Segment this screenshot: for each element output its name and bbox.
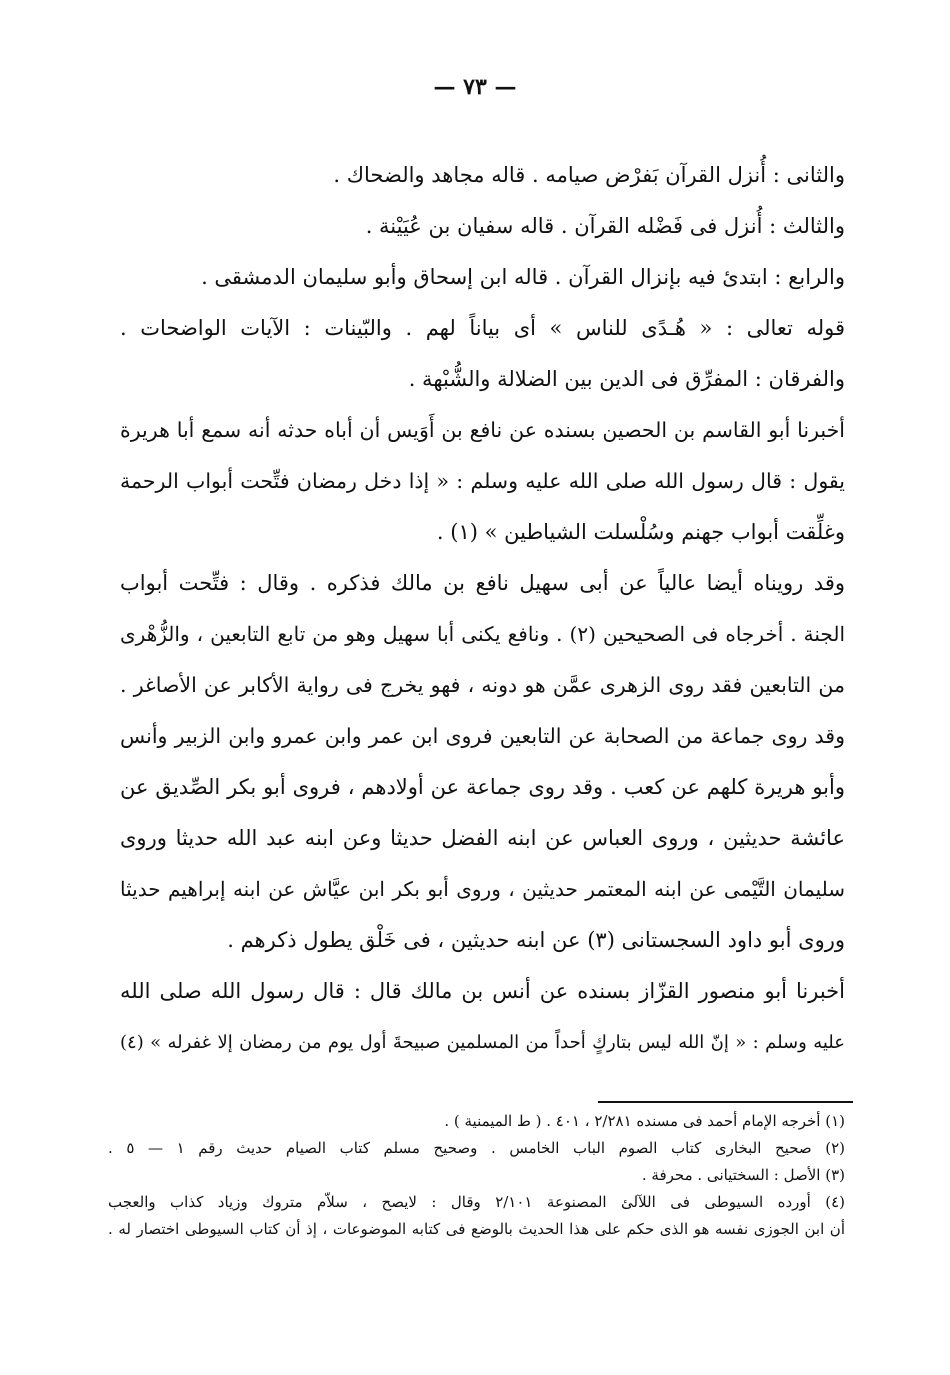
page-number: — ٧٣ — [433,74,517,100]
body-line-17: أخبرنا أبو منصور القزّاز بسنده عن أنس بن مالك قال : قال رسول الله صلى الله [120,979,845,1003]
footnote-line-4: (٤) أورده السيوطى فى اللآلئ المصنوعة ٢/١٠١ وقال : لايصح ، سلاّم متروك وزياد كذاب والعجب [108,1193,845,1211]
body-line-15: سليمان التَّيْمى عن ابنه المعتمر حديثين ، وروى أبو بكر ابن عيَّاش عن ابنه إبراهيم حديثا [120,877,845,901]
body-line-8: وغلِّقت أبواب جهنم وسُلْسلت الشياطين » (١) . [436,520,845,544]
body-line-2: والثالث : أُنزل فى فَضْله القرآن . قاله سفيان بن عُيَيْنة . [365,214,845,238]
body-line-10: الجنة . أخرجاه فى الصحيحين (٢) . ونافع يكنى أبا سهيل وهو من تابع التابعين ، والزُّهْرى [120,622,845,646]
body-line-12: وقد روى جماعة من الصحابة عن التابعين فروى ابن عمر وابن عمرو وابن الزبير وأنس [120,724,845,748]
body-line-7: يقول : قال رسول الله صلى الله عليه وسلم : « إذا دخل رمضان فتِّحت أبواب الرحمة [120,469,845,493]
body-line-14: عائشة حديثين ، وروى العباس عن ابنه الفضل حديثا وعن ابنه عبد الله حديثا وروى [120,826,845,850]
body-line-6: أخبرنا أبو القاسم بن الحصين بسنده عن نافع بن أَوَيس أن أباه حدثه أنه سمع أبا هريرة [120,418,845,442]
body-line-11: من التابعين فقد روى الزهرى عمَّن هو دونه ، فهو يخرج فى رواية الأكابر عن الأصاغر . [120,673,845,697]
footnote-line-5: أن ابن الجوزى نفسه هو الذى حكم على هذا الحديث بالوضع فى كتابه الموضوعات ، إذ أن كتاب السيوطى اختصار له . [108,1220,845,1238]
main-text [120,150,845,1068]
body-line-4: قوله تعالى : « هُـدًى للناس » أى بياناً لهم . والبّينات : الآيات الواضحات . [120,316,845,340]
footnote-line-1: (١) أخرجه الإمام أحمد فى مسنده ٢/٢٨١ ، ٤٠١ . ( ط الميمنية ) . [444,1112,845,1130]
body-line-9: وقد رويناه أيضا عالياً عن أبى سهيل نافع بن مالك فذكره . وقال : فتِّحت أبواب [120,571,845,595]
footnotes [108,1108,845,1243]
footnote-line-3: (٣) الأصل : السختيانى . محرفة . [641,1166,845,1184]
body-line-16: وروى أبو داود السجستانى (٣) عن ابنه حديثين ، فى خَلْق يطول ذكرهم . [227,928,845,952]
body-line-3: والرابع : ابتدئ فيه بإنزال القرآن . قاله ابن إسحاق وأبو سليمان الدمشقى . [201,265,845,289]
body-line-1: والثانى : أُنزل القرآن بَفرْض صيامه . قاله مجاهد والضحاك . [333,163,845,187]
body-line-5: والفرقان : المفرِّق فى الدين بين الضلالة والشُّبْهة . [408,367,845,391]
footnote-line-2: (٢) صحيح البخارى كتاب الصوم الباب الخامس . وصحيح مسلم كتاب الصيام حديث رقم ١ — ٥ . [108,1139,845,1157]
body-line-18: عليه وسلم : « إنّ الله ليس بتاركٍ أحداً من المسلمين صبيحةَ أول يوم من رمضان إلا غفرله » (٤) [120,1032,845,1053]
body-line-13: وأبو هريرة كلهم عن كعب . وقد روى جماعة عن أولادهم ، فروى أبو بكر الصِّديق عن [120,775,845,799]
footnote-divider [598,1101,853,1103]
